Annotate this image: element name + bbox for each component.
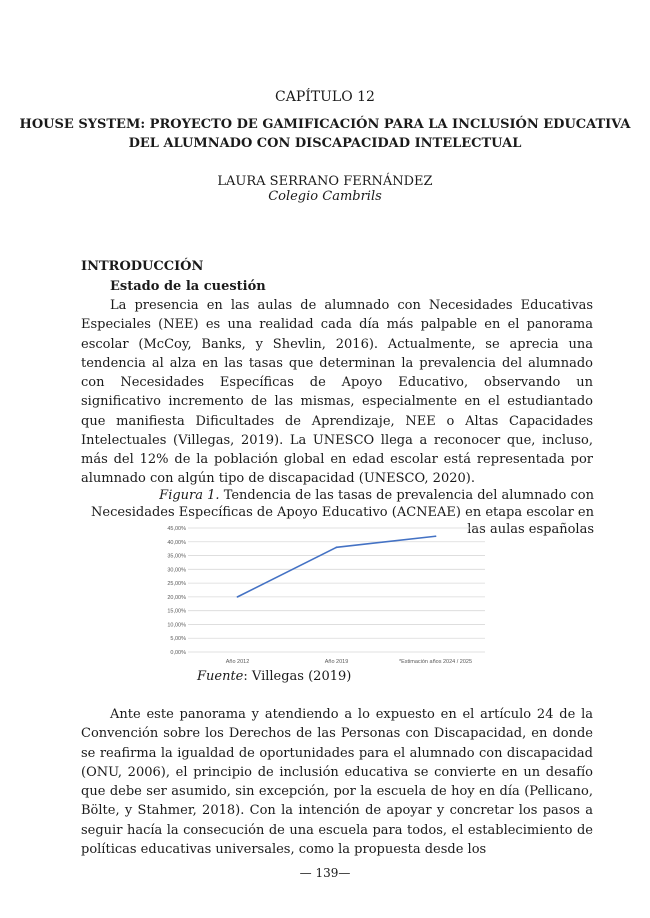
author-affiliation: Colegio Cambrils [268, 189, 382, 204]
y-tick-label: 10,00% [167, 622, 186, 629]
y-tick-label: 30,00% [167, 567, 186, 574]
y-tick-label: 25,00% [167, 581, 186, 588]
chapter-number: CAPÍTULO 12 [275, 89, 375, 105]
section-heading: INTRODUCCIÓN [81, 259, 204, 274]
x-tick-label: *Estimación años 2024 / 2025 [398, 659, 473, 665]
chapter-title [0, 115, 650, 153]
page-number: — 139— [299, 866, 351, 880]
y-tick-label: 15,00% [167, 608, 186, 615]
chapter-title-line2: DEL ALUMNADO CON DISCAPACIDAD INTELECTUAL [128, 136, 522, 151]
figure-caption-text: Tendencia de las tasas de prevalencia del alumnado con Necesidades Específicas de Apoyo Educativo (ACNEAE) en etapa escolar en las aulas españolas [91, 488, 594, 537]
figure-source-label: Fuente [197, 669, 244, 684]
figure-source [197, 669, 351, 684]
y-tick-label: 45,00% [167, 526, 186, 532]
figure-label: Figura 1. [159, 488, 220, 503]
data-point [435, 535, 437, 537]
y-tick-label: 35,00% [167, 553, 186, 560]
author-name: LAURA SERRANO FERNÁNDEZ [217, 174, 433, 189]
x-tick-label: Año 2012 [225, 659, 250, 665]
subsection-heading: Estado de la cuestión [110, 279, 266, 294]
y-tick-label: 0,00% [170, 650, 186, 656]
chapter-title-line1: HOUSE SYSTEM: PROYECTO DE GAMIFICACIÓN PARA LA INCLUSIÓN EDUCATIVA [19, 117, 631, 132]
prevalence-line-chart [150, 521, 495, 666]
body-paragraph-2: Ante este panorama y atendiendo a lo expuesto en el artículo 24 de la Convención sobre los Derechos de las Personas con Discapacidad, en donde se reafirma la igualdad de oportunidades para el alumnado con discapacidad (ONU, 2006), el principio de inclusión educativa se convierte en un desafío que debe ser asumido, sin excepción, por la escuela de hoy en día (Pellicano, Bölte, y Stahmer, 2018). Con la intención de apoyar y concretar los pasos a seguir hacía la consecución de una escuela para todos, el establecimiento de políticas educativas universales, como la propuesta desde los [81, 707, 593, 857]
data-point [336, 546, 338, 548]
figure-source-text: : Villegas (2019) [243, 669, 352, 684]
data-point [237, 596, 239, 598]
y-tick-label: 40,00% [167, 539, 186, 546]
y-tick-label: 20,00% [167, 594, 186, 601]
y-tick-label: 5,00% [170, 636, 186, 643]
series-line [238, 536, 436, 597]
x-tick-label: Año 2019 [324, 659, 349, 665]
body-paragraph-1: La presencia en las aulas de alumnado con Necesidades Educativas Especiales (NEE) es una realidad cada día más palpable en el panorama escolar (McCoy, Banks, y Shevlin, 2016). Actualmente, se aprecia una tendencia al alza en las tasas que determinan la prevalencia del alumnado con Necesidades Específicas de Apoyo Educativo, observando un significativo incremento de las mismas, especialmente en el estudiantado que manifiesta Dificultades de Aprendizaje, NEE o Altas Capacidades Intelectuales (Villegas, 2019). La UNESCO llega a reconocer que, incluso, más del 12% de la población global en edad escolar está representada por alumnado con algún tipo de discapacidad (UNESCO, 2020). [81, 298, 593, 487]
